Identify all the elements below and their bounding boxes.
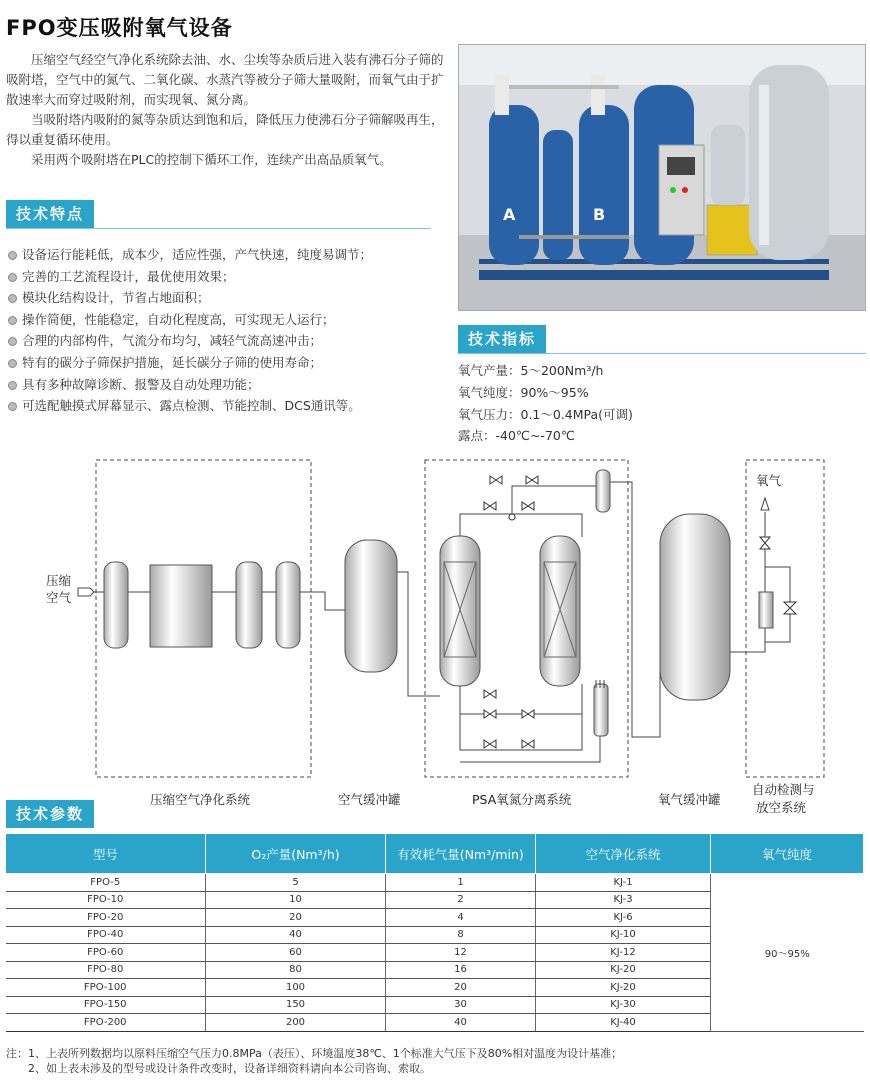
- cell-output: 5: [206, 874, 386, 892]
- inlet-label: 空气: [46, 590, 72, 605]
- cell-purify: KJ-40: [536, 1014, 711, 1032]
- intro-paragraph: 当吸附塔内吸附的氮等杂质达到饱和后，降低压力使沸石分子筛解吸再生，得以重复循环使用。: [6, 112, 444, 147]
- cell-purify: KJ-1: [536, 874, 711, 892]
- cell-air: 1: [386, 874, 536, 892]
- cell-purify: KJ-20: [536, 979, 711, 997]
- tower-a-label: A: [503, 205, 516, 224]
- air-buffer-tank: [345, 540, 397, 672]
- cell-purify: KJ-30: [536, 996, 711, 1014]
- intro-paragraph: 采用两个吸附塔在PLC的控制下循环工作，连续产出高品质氧气。: [31, 152, 392, 167]
- footnote-line: 注：1、上表所列数据均以原料压缩空气压力0.8MPa（表压）、环境温度38℃、1个标准大气压下及80%相对温度为设计基准；: [6, 1047, 623, 1060]
- cell-air: 8: [386, 926, 536, 944]
- cell-model: FPO-5: [6, 874, 206, 892]
- column-header: 型号: [6, 834, 206, 874]
- params-table: [5, 833, 864, 1032]
- cell-air: 12: [386, 944, 536, 962]
- cell-air: 2: [386, 891, 536, 909]
- dryer-unit: [150, 565, 212, 647]
- outlet-label: 氧气: [756, 473, 782, 488]
- feature-item: 操作简便，性能稳定，自动化程度高，可实现无人运行；: [8, 309, 453, 331]
- spec-pressure: 氧气压力：0.1～0.4MPa(可调): [458, 406, 633, 422]
- tower-b-label: B: [593, 205, 606, 224]
- specs-divider: [458, 353, 866, 354]
- silencer: [594, 684, 608, 736]
- cell-output: 150: [206, 996, 386, 1014]
- cell-air: 16: [386, 961, 536, 979]
- cell-model: FPO-60: [6, 944, 206, 962]
- cell-air: 40: [386, 1014, 536, 1032]
- cell-output: 200: [206, 1014, 386, 1032]
- features-heading: 技术特点: [6, 200, 94, 228]
- spec-dewpoint: 露点：-40℃~-70℃: [458, 428, 575, 444]
- spec-flow: 氧气产量：5～200Nm³/h: [458, 363, 604, 378]
- cell-model: FPO-200: [6, 1014, 206, 1032]
- valve-icon: [484, 476, 796, 748]
- outlet-arrow-icon: [761, 498, 769, 510]
- column-header: O₂产量(Nm³/h): [206, 834, 386, 874]
- cell-output: 40: [206, 926, 386, 944]
- cell-purify: KJ-12: [536, 944, 711, 962]
- cell-model: FPO-40: [6, 926, 206, 944]
- cell-purify: KJ-20: [536, 961, 711, 979]
- cell-output: 20: [206, 909, 386, 927]
- column-header: 氧气纯度: [711, 834, 864, 874]
- specs-heading: 技术指标: [458, 325, 546, 353]
- table-row: [6, 874, 864, 892]
- process-flow-diagram: [0, 452, 870, 822]
- page-title: FPO变压吸附氧气设备: [6, 16, 233, 40]
- cell-model: FPO-80: [6, 961, 206, 979]
- label-detect: 自动检测与: [752, 782, 815, 797]
- column-header: 空气净化系统: [536, 834, 711, 874]
- label-detect: 放空系统: [756, 800, 807, 815]
- feature-item: 设备运行能耗低，成本少，适应性强，产气快速，纯度易调节；: [8, 244, 453, 266]
- cell-model: FPO-100: [6, 979, 206, 997]
- intro-paragraph: 压缩空气经空气净化系统除去油、水、尘埃等杂质后进入装有沸石分子筛的吸附塔，空气中的氮气、二氧化碳、水蒸汽等被分子筛大量吸附，而氧气由于扩散速率大而穿过吸附剂，而实现氧、氮分离。: [6, 52, 444, 107]
- footnote-line: 2、如上表未涉及的型号或设计条件改变时，设备详细资料请向本公司咨询、索取。: [6, 1062, 431, 1075]
- feature-item: 特有的碳分子筛保护措施，延长碳分子筛的使用寿命；: [8, 352, 453, 374]
- cell-air: 30: [386, 996, 536, 1014]
- params-heading: 技术参数: [6, 800, 94, 828]
- intro-text: [6, 50, 446, 170]
- spec-purity: 氧气纯度：90%～95%: [458, 384, 589, 400]
- label-purify: 压缩空气净化系统: [150, 792, 251, 807]
- detect-system-box: [746, 460, 824, 777]
- features-divider: [6, 228, 431, 229]
- feature-item: 合理的内部构件，气流分布均匀，减轻气流高速冲击；: [8, 330, 453, 352]
- cell-air: 4: [386, 909, 536, 927]
- flowmeter: [759, 592, 773, 628]
- label-o2-buffer: 氧气缓冲罐: [658, 792, 721, 807]
- label-air-buffer: 空气缓冲罐: [338, 792, 401, 807]
- cell-output: 60: [206, 944, 386, 962]
- filter-tank: [104, 562, 128, 648]
- cell-purify: KJ-10: [536, 926, 711, 944]
- cell-purity: 90～95%: [711, 874, 864, 1032]
- specs-list: [458, 360, 633, 447]
- footnote: [6, 1046, 622, 1076]
- label-psa: PSA氧氮分离系统: [472, 792, 572, 807]
- cell-output: 80: [206, 961, 386, 979]
- feature-item: 具有多种故障诊断、报警及自动处理功能；: [8, 374, 453, 396]
- table-header-row: [6, 834, 864, 874]
- filter-tank: [276, 562, 300, 648]
- cell-model: FPO-150: [6, 996, 206, 1014]
- feature-item: 完善的工艺流程设计，最优使用效果；: [8, 266, 453, 288]
- cell-purify: KJ-6: [536, 909, 711, 927]
- cell-model: FPO-20: [6, 909, 206, 927]
- filter-tank: [236, 562, 262, 648]
- cell-output: 10: [206, 891, 386, 909]
- cell-air: 20: [386, 979, 536, 997]
- feature-item: 模块化结构设计，节省占地面积；: [8, 287, 453, 309]
- inlet-arrow-icon: [78, 588, 94, 596]
- cell-purify: KJ-3: [536, 891, 711, 909]
- feature-item: 可选配触摸式屏幕显示、露点检测、节能控制、DCS通讯等。: [8, 395, 453, 417]
- sampling-tank: [596, 470, 610, 512]
- cell-output: 100: [206, 979, 386, 997]
- equipment-photo: [458, 44, 866, 311]
- column-header: 有效耗气量(Nm³/min): [386, 834, 536, 874]
- inlet-label: 压缩: [46, 573, 72, 588]
- cell-model: FPO-10: [6, 891, 206, 909]
- oxygen-buffer-tank: [660, 514, 730, 700]
- equipment-illustration: [459, 45, 866, 311]
- features-list: [8, 244, 453, 417]
